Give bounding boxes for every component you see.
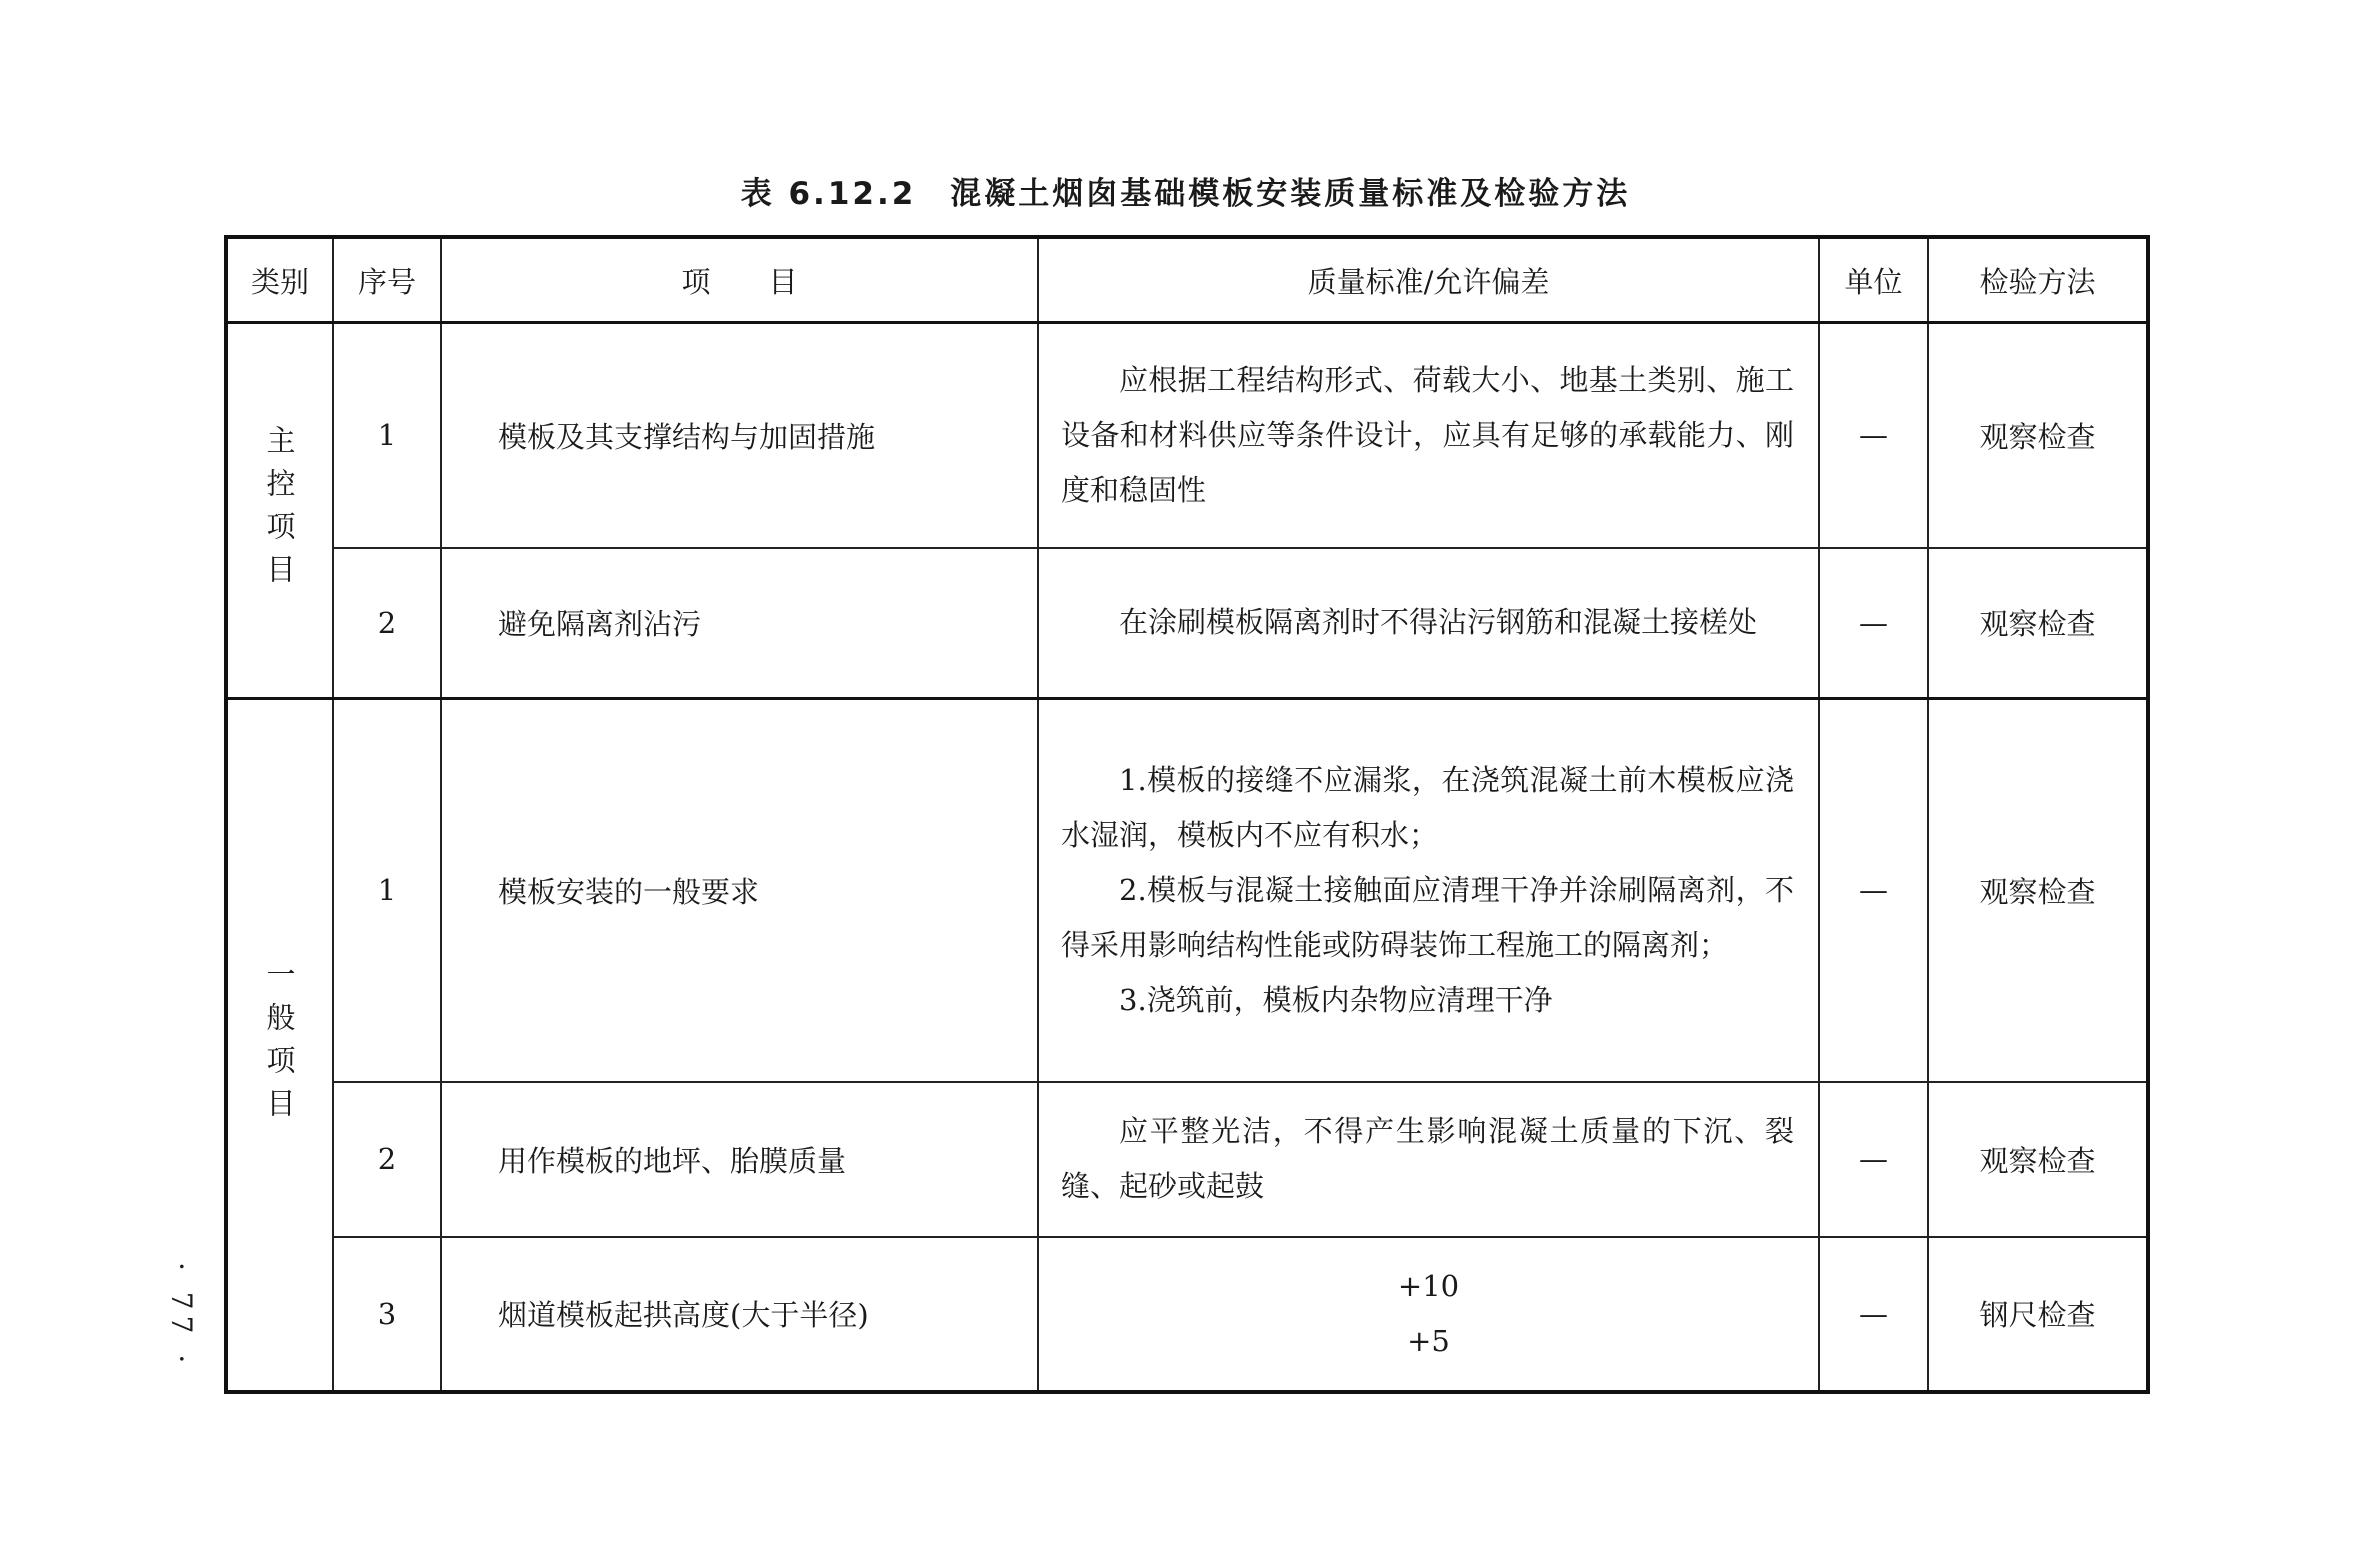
standard-text: 2.模板与混凝土接触面应清理干净并涂刷隔离剂，不得采用影响结构性能或防碍装饰工程施工的隔离剂； — [1061, 872, 1794, 962]
upper-tolerance: +10 — [1397, 1268, 1460, 1303]
header-standard: 质量标准/允许偏差 — [1038, 237, 1819, 323]
row-method: 观察检查 — [1928, 323, 2148, 548]
standard-text: 1.模板的接缝不应漏浆，在浇筑混凝土前木模板应浇水湿润，模板内不应有积水； — [1061, 762, 1794, 852]
row-item: 模板及其支撑结构与加固措施 — [441, 323, 1038, 548]
row-no: 2 — [333, 548, 441, 699]
lower-tolerance: +5 — [1407, 1323, 1450, 1358]
page-number: · 77 · — [165, 1262, 198, 1370]
table-row — [226, 548, 2148, 699]
row-no: 2 — [333, 1082, 441, 1237]
header-row — [226, 237, 2148, 323]
row-unit: — — [1819, 548, 1928, 699]
standard-text: 应根据工程结构形式、荷载大小、地基土类别、施工设备和材料供应等条件设计，应具有足够的承载能力、刚度和稳固性 — [1061, 362, 1794, 507]
row-method: 观察检查 — [1928, 548, 2148, 699]
category-cell — [226, 323, 333, 699]
table-row — [226, 1237, 2148, 1392]
row-unit: — — [1819, 1082, 1928, 1237]
row-unit: — — [1819, 323, 1928, 548]
row-item: 用作模板的地坪、胎膜质量 — [441, 1082, 1038, 1237]
standard-text: 应平整光洁，不得产生影响混凝土质量的下沉、裂缝、起砂或起鼓 — [1061, 1114, 1794, 1203]
quality-standard-table — [224, 235, 2150, 1394]
row-method: 观察检查 — [1928, 1082, 2148, 1237]
row-item: 模板安装的一般要求 — [441, 699, 1038, 1082]
standard-text: 在涂刷模板隔离剂时不得沾污钢筋和混凝土接槎处 — [1119, 605, 1758, 640]
row-standard — [1038, 1082, 1819, 1237]
table-row — [226, 1082, 2148, 1237]
row-standard — [1038, 1237, 1819, 1392]
header-method: 检验方法 — [1928, 237, 2148, 323]
row-standard — [1038, 548, 1819, 699]
row-item: 避免隔离剂沾污 — [441, 548, 1038, 699]
category-label: 主控项目 — [262, 424, 297, 597]
row-unit: — — [1819, 699, 1928, 1082]
row-method: 钢尺检查 — [1928, 1237, 2148, 1392]
row-standard — [1038, 699, 1819, 1082]
row-no: 1 — [333, 323, 441, 548]
row-standard — [1038, 323, 1819, 548]
category-cell — [226, 699, 333, 1392]
row-item: 烟道模板起拱高度(大于半径) — [441, 1237, 1038, 1392]
row-unit: — — [1819, 1237, 1928, 1392]
table-row — [226, 699, 2148, 1082]
header-unit: 单位 — [1819, 237, 1928, 323]
header-item: 项 目 — [441, 237, 1038, 323]
category-label: 一般项目 — [262, 958, 297, 1131]
table-title: 表 6.12.2 混凝土烟囱基础模板安装质量标准及检验方法 — [740, 176, 1631, 212]
header-category: 类别 — [226, 237, 333, 323]
header-no: 序号 — [333, 237, 441, 323]
row-no: 3 — [333, 1237, 441, 1392]
row-no: 1 — [333, 699, 441, 1082]
standard-text: 3.浇筑前，模板内杂物应清理干净 — [1119, 982, 1553, 1017]
table-row — [226, 323, 2148, 548]
row-method: 观察检查 — [1928, 699, 2148, 1082]
